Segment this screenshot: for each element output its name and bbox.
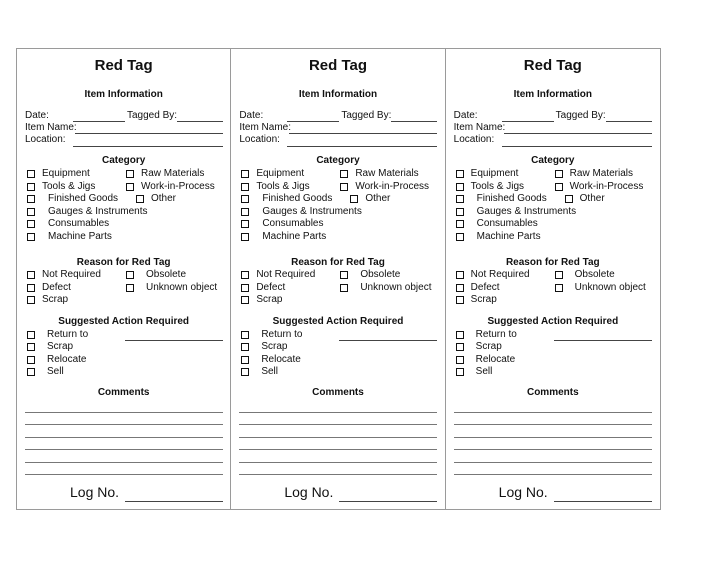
tag-title: Red Tag	[308, 57, 368, 74]
action-checkbox-relocate[interactable]: Relocate	[27, 354, 86, 365]
category-heading: Category	[316, 155, 360, 166]
category-checkbox-work-in-process[interactable]: Work-in-Process	[555, 181, 644, 192]
category-heading: Category	[531, 155, 575, 166]
checkbox-icon[interactable]	[126, 284, 134, 292]
comment-line[interactable]	[239, 449, 437, 450]
checkbox-icon[interactable]	[456, 331, 464, 339]
checkbox-icon[interactable]	[555, 183, 563, 191]
checkbox-icon[interactable]	[241, 183, 249, 191]
checkbox-icon[interactable]	[241, 195, 249, 203]
action-checkbox-scrap[interactable]: Scrap	[27, 341, 73, 352]
checkbox-icon[interactable]	[565, 195, 573, 203]
action-checkbox-scrap[interactable]: Scrap	[241, 341, 287, 352]
item-information-heading: Item Information	[84, 89, 163, 100]
checkbox-icon[interactable]	[456, 220, 464, 228]
reason-heading: Reason for Red Tag	[76, 257, 171, 268]
action-checkbox-sell[interactable]: Sell	[27, 366, 64, 377]
tag-title: Red Tag	[94, 57, 153, 74]
return-to-field[interactable]	[125, 340, 223, 341]
comment-line[interactable]	[239, 424, 437, 425]
category-checkbox-finished-goods[interactable]: Finished Goods	[456, 193, 547, 204]
red-tag-card	[231, 49, 445, 509]
checkbox-icon[interactable]	[555, 170, 563, 178]
comment-line[interactable]	[454, 474, 652, 475]
category-checkbox-consumables[interactable]: Consumables	[456, 218, 538, 229]
suggested-action-heading: Suggested Action Required	[272, 316, 404, 327]
category-checkbox-gauges-instruments[interactable]: Gauges & Instruments	[27, 206, 148, 217]
checkbox-icon[interactable]	[241, 356, 249, 364]
action-checkbox-return-to[interactable]: Return to	[241, 329, 302, 340]
comment-line[interactable]	[25, 437, 223, 438]
log-number-field[interactable]	[554, 501, 652, 502]
location-field[interactable]	[287, 146, 437, 147]
comment-line[interactable]	[454, 412, 652, 413]
category-checkbox-work-in-process[interactable]: Work-in-Process	[340, 181, 429, 192]
category-checkbox-equipment[interactable]: Equipment	[27, 168, 90, 179]
reason-heading: Reason for Red Tag	[291, 257, 385, 268]
comment-line[interactable]	[454, 437, 652, 438]
checkbox-icon[interactable]	[555, 284, 563, 292]
reason-checkbox-obsolete[interactable]: Obsolete	[126, 269, 186, 280]
tagged-by-field[interactable]	[606, 121, 652, 122]
comment-line[interactable]	[454, 424, 652, 425]
action-checkbox-sell[interactable]: Sell	[241, 366, 278, 377]
checkbox-icon[interactable]	[241, 296, 249, 304]
checkbox-icon[interactable]	[27, 271, 35, 279]
date-label: Date:	[239, 110, 264, 121]
category-checkbox-other[interactable]: Other	[350, 193, 390, 204]
comment-line[interactable]	[239, 474, 437, 475]
reason-checkbox-defect[interactable]: Defect	[27, 282, 71, 293]
tag-title: Red Tag	[523, 57, 582, 74]
action-checkbox-scrap[interactable]: Scrap	[456, 341, 502, 352]
category-checkbox-equipment[interactable]: Equipment	[241, 168, 304, 179]
reason-checkbox-not-required[interactable]: Not Required	[27, 269, 101, 280]
tagged-by-field[interactable]	[391, 121, 437, 122]
action-checkbox-sell[interactable]: Sell	[456, 366, 493, 377]
reason-checkbox-unknown-object[interactable]: Unknown object	[555, 282, 646, 293]
log-number-field[interactable]	[125, 501, 223, 502]
item-name-label: Item Name:	[453, 122, 506, 133]
reason-checkbox-obsolete[interactable]: Obsolete	[340, 269, 400, 280]
location-label: Location:	[239, 134, 280, 145]
item-information-heading: Item Information	[298, 89, 378, 100]
checkbox-icon[interactable]	[456, 368, 464, 376]
reason-checkbox-unknown-object[interactable]: Unknown object	[126, 282, 217, 293]
tagged-by-field[interactable]	[177, 121, 223, 122]
log-number-field[interactable]	[339, 501, 437, 502]
reason-checkbox-obsolete[interactable]: Obsolete	[555, 269, 615, 280]
item-name-field[interactable]	[75, 133, 223, 134]
reason-checkbox-defect[interactable]: Defect	[241, 282, 285, 293]
checkbox-icon[interactable]	[340, 284, 348, 292]
location-label: Location:	[453, 134, 495, 145]
checkbox-icon[interactable]	[456, 195, 464, 203]
comment-line[interactable]	[25, 424, 223, 425]
reason-checkbox-not-required[interactable]: Not Required	[456, 269, 530, 280]
action-checkbox-relocate[interactable]: Relocate	[456, 354, 515, 365]
tagged-by-label: Tagged By:	[341, 110, 392, 121]
checkbox-icon[interactable]	[136, 195, 144, 203]
checkbox-icon[interactable]	[27, 170, 35, 178]
category-checkbox-other[interactable]: Other	[565, 193, 605, 204]
item-information-heading: Item Information	[513, 89, 592, 100]
checkbox-icon[interactable]	[241, 170, 249, 178]
category-checkbox-consumables[interactable]: Consumables	[27, 218, 109, 229]
reason-checkbox-scrap[interactable]: Scrap	[456, 294, 497, 305]
checkbox-icon[interactable]	[27, 356, 35, 364]
category-checkbox-raw-materials[interactable]: Raw Materials	[340, 168, 418, 179]
checkbox-icon[interactable]	[27, 296, 35, 304]
checkbox-icon[interactable]	[27, 284, 35, 292]
comment-line[interactable]	[25, 412, 223, 413]
checkbox-icon[interactable]	[456, 233, 464, 241]
category-checkbox-machine-parts[interactable]: Machine Parts	[456, 231, 541, 242]
checkbox-icon[interactable]	[456, 296, 464, 304]
comments-heading: Comments	[312, 387, 364, 398]
suggested-action-heading: Suggested Action Required	[58, 316, 190, 327]
red-tag-card	[17, 49, 231, 509]
category-checkbox-work-in-process[interactable]: Work-in-Process	[126, 181, 215, 192]
log-number-label: Log No.	[498, 484, 548, 500]
checkbox-icon[interactable]	[27, 233, 35, 241]
checkbox-icon[interactable]	[340, 271, 348, 279]
checkbox-icon[interactable]	[27, 343, 35, 351]
checkbox-icon[interactable]	[241, 284, 249, 292]
action-checkbox-return-to[interactable]: Return to	[27, 329, 88, 340]
date-field[interactable]	[73, 121, 125, 122]
comment-line[interactable]	[25, 449, 223, 450]
checkbox-icon[interactable]	[27, 195, 35, 203]
reason-checkbox-scrap[interactable]: Scrap	[241, 294, 282, 305]
action-checkbox-return-to[interactable]: Return to	[456, 329, 517, 340]
checkbox-icon[interactable]	[456, 271, 464, 279]
comments-heading: Comments	[97, 387, 150, 398]
category-checkbox-tools-jigs[interactable]: Tools & Jigs	[27, 181, 95, 192]
checkbox-icon[interactable]	[241, 368, 249, 376]
reason-checkbox-defect[interactable]: Defect	[456, 282, 500, 293]
category-checkbox-raw-materials[interactable]: Raw Materials	[555, 168, 633, 179]
checkbox-icon[interactable]	[340, 170, 348, 178]
log-number-label: Log No.	[70, 484, 120, 500]
checkbox-icon[interactable]	[126, 170, 134, 178]
checkbox-icon[interactable]	[241, 343, 249, 351]
item-name-field[interactable]	[289, 133, 437, 134]
location-field[interactable]	[502, 146, 652, 147]
red-tag-sheet	[16, 48, 661, 510]
checkbox-icon[interactable]	[241, 271, 249, 279]
action-checkbox-relocate[interactable]: Relocate	[241, 354, 300, 365]
category-checkbox-finished-goods[interactable]: Finished Goods	[27, 193, 118, 204]
checkbox-icon[interactable]	[340, 183, 348, 191]
item-name-label: Item Name:	[239, 122, 292, 133]
checkbox-icon[interactable]	[456, 208, 464, 216]
date-field[interactable]	[502, 121, 554, 122]
checkbox-icon[interactable]	[27, 183, 35, 191]
reason-checkbox-scrap[interactable]: Scrap	[27, 294, 68, 305]
checkbox-icon[interactable]	[456, 170, 464, 178]
comment-line[interactable]	[239, 412, 437, 413]
checkbox-icon[interactable]	[126, 271, 134, 279]
checkbox-icon[interactable]	[350, 195, 358, 203]
tagged-by-label: Tagged By:	[127, 110, 178, 121]
suggested-action-heading: Suggested Action Required	[487, 316, 619, 327]
checkbox-icon[interactable]	[27, 220, 35, 228]
tagged-by-label: Tagged By:	[555, 110, 606, 121]
location-field[interactable]	[73, 146, 223, 147]
checkbox-icon[interactable]	[27, 331, 35, 339]
category-checkbox-finished-goods[interactable]: Finished Goods	[241, 193, 332, 204]
checkbox-icon[interactable]	[456, 284, 464, 292]
checkbox-icon[interactable]	[456, 343, 464, 351]
item-name-field[interactable]	[504, 133, 652, 134]
checkbox-icon[interactable]	[126, 183, 134, 191]
comment-line[interactable]	[239, 462, 437, 463]
location-label: Location:	[25, 134, 66, 145]
reason-heading: Reason for Red Tag	[505, 257, 600, 268]
category-checkbox-other[interactable]: Other	[136, 193, 176, 204]
checkbox-icon[interactable]	[241, 331, 249, 339]
checkbox-icon[interactable]	[241, 208, 249, 216]
comment-line[interactable]	[25, 474, 223, 475]
log-number-label: Log No.	[284, 484, 334, 500]
return-to-field[interactable]	[554, 340, 652, 341]
comment-line[interactable]	[239, 437, 437, 438]
category-checkbox-gauges-instruments[interactable]: Gauges & Instruments	[456, 206, 577, 217]
return-to-field[interactable]	[339, 340, 437, 341]
checkbox-icon[interactable]	[241, 220, 249, 228]
category-checkbox-machine-parts[interactable]: Machine Parts	[241, 231, 326, 242]
item-name-label: Item Name:	[25, 122, 77, 133]
date-label: Date:	[25, 110, 49, 121]
checkbox-icon[interactable]	[241, 233, 249, 241]
category-checkbox-machine-parts[interactable]: Machine Parts	[27, 231, 112, 242]
checkbox-icon[interactable]	[456, 356, 464, 364]
comment-line[interactable]	[25, 462, 223, 463]
comments-heading: Comments	[526, 387, 579, 398]
category-checkbox-equipment[interactable]: Equipment	[456, 168, 519, 179]
category-checkbox-gauges-instruments[interactable]: Gauges & Instruments	[241, 206, 362, 217]
comment-line[interactable]	[454, 462, 652, 463]
checkbox-icon[interactable]	[555, 271, 563, 279]
category-checkbox-tools-jigs[interactable]: Tools & Jigs	[456, 181, 524, 192]
category-heading: Category	[101, 155, 146, 166]
checkbox-icon[interactable]	[27, 368, 35, 376]
red-tag-card	[446, 49, 660, 509]
checkbox-icon[interactable]	[456, 183, 464, 191]
date-label: Date:	[453, 110, 478, 121]
checkbox-icon[interactable]	[27, 208, 35, 216]
comment-line[interactable]	[454, 449, 652, 450]
date-field[interactable]	[287, 121, 339, 122]
category-checkbox-tools-jigs[interactable]: Tools & Jigs	[241, 181, 309, 192]
category-checkbox-raw-materials[interactable]: Raw Materials	[126, 168, 204, 179]
reason-checkbox-unknown-object[interactable]: Unknown object	[340, 282, 431, 293]
reason-checkbox-not-required[interactable]: Not Required	[241, 269, 315, 280]
category-checkbox-consumables[interactable]: Consumables	[241, 218, 323, 229]
